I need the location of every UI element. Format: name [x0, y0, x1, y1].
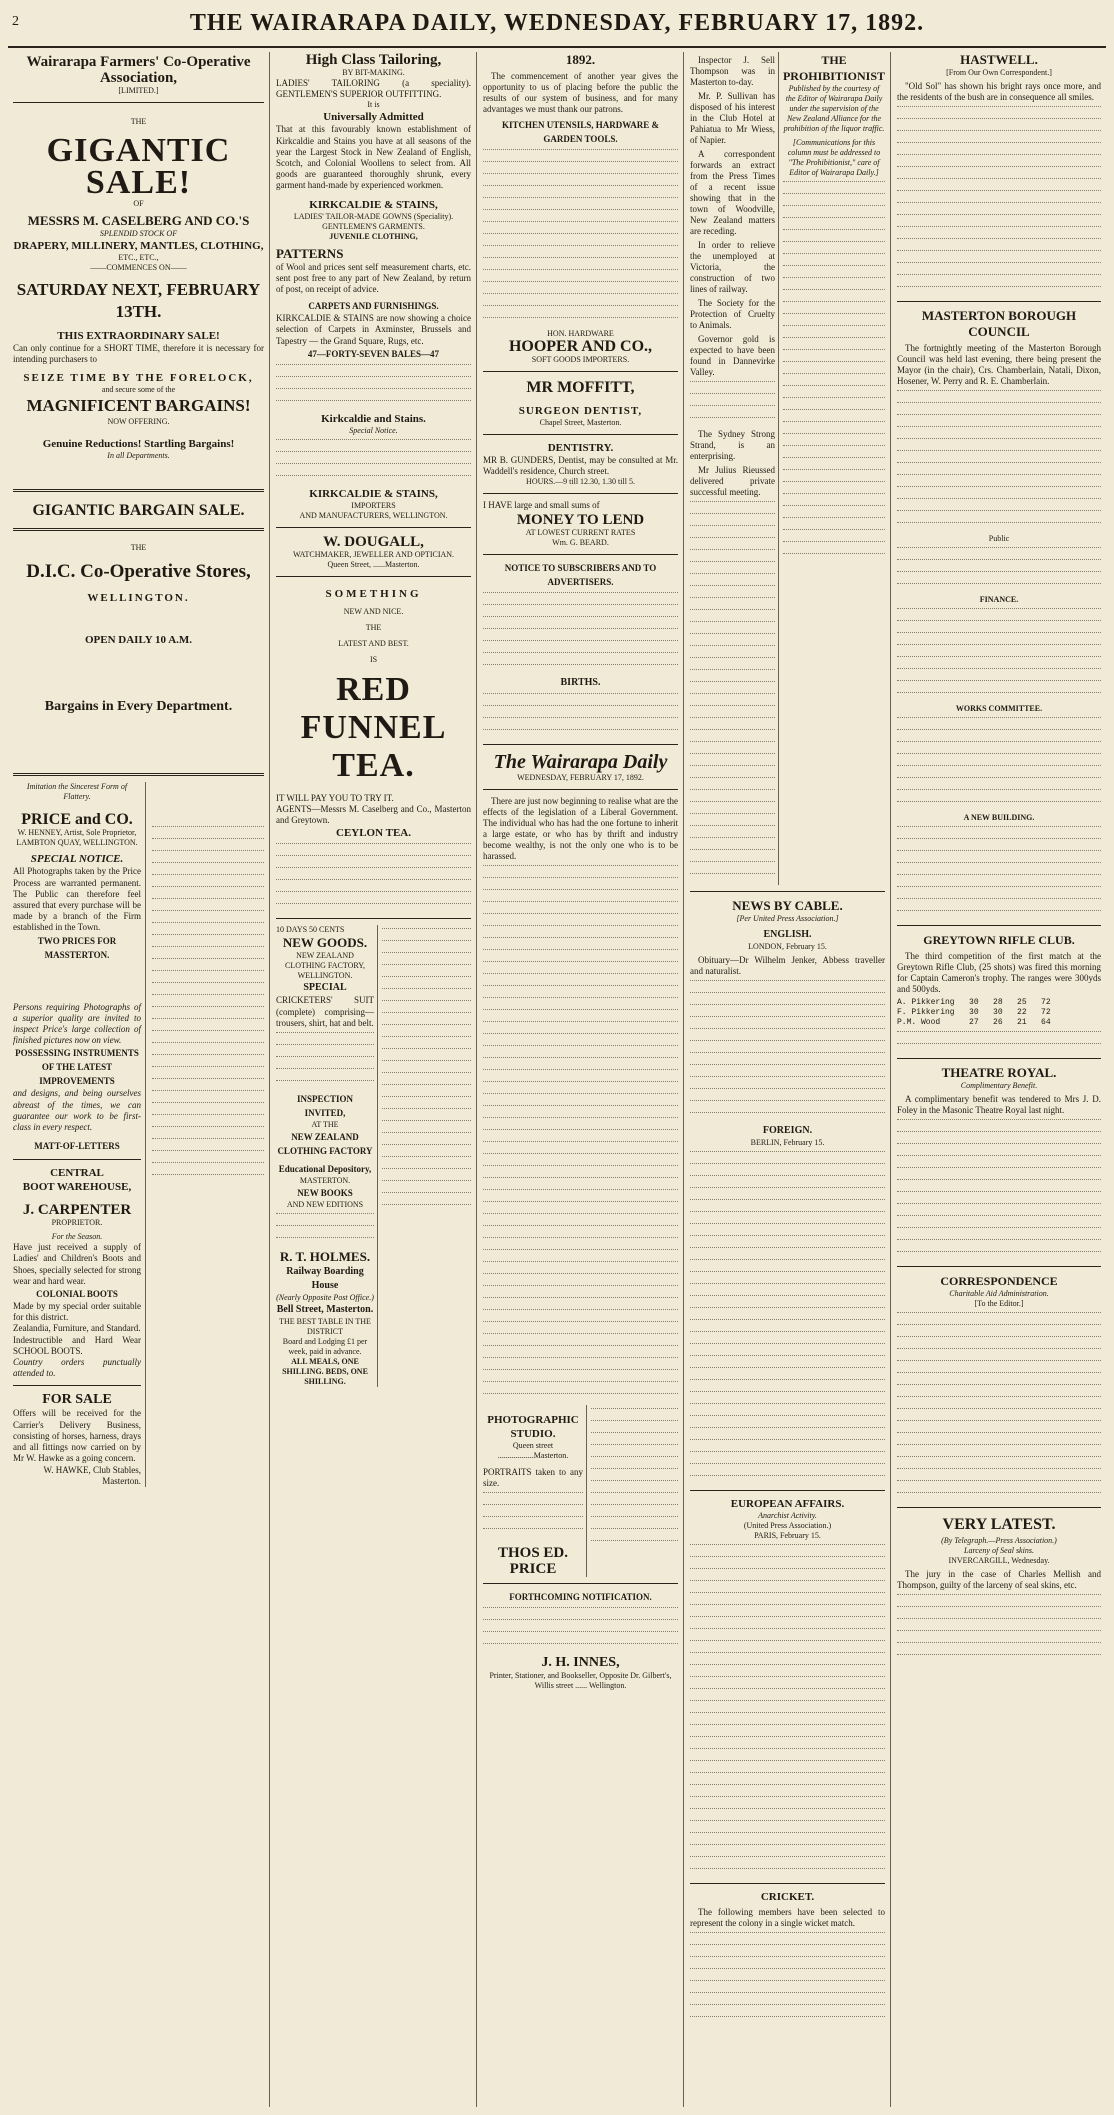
own-correspondent: [From Our Own Correspondent.] [946, 68, 1052, 77]
very-latest: VERY LATEST. [942, 1516, 1056, 1533]
anarchist-activity: Anarchist Activity. [758, 1511, 817, 1520]
news-by-cable: NEWS BY CABLE. [732, 898, 843, 913]
commences-line: ——COMMENCES ON—— [90, 263, 187, 272]
inspection-invited: INSPECTION INVITED, [296, 1094, 353, 1119]
english-heading: ENGLISH. [763, 929, 812, 940]
dic-wellington: WELLINGTON. [87, 592, 190, 605]
is-word: IS [369, 654, 378, 664]
gigantic-the: THE [130, 117, 147, 126]
importers: IMPORTERS [351, 500, 396, 510]
holmes-name: R. T. HOLMES. [279, 1249, 371, 1265]
correspondent-para: A correspondent forwards an extract from the Press Times of a recent issue showing that in the town of Woodville, New Zealand matters are receding. [690, 149, 775, 236]
photographic-heading: PHOTOGRAPHIC [487, 1413, 579, 1426]
caselberg-name: MESSRS M. CASELBERG AND CO.'S [27, 213, 250, 228]
for-sale-text: Offers will be received for the Carrier's Delivery Business, consisting of horses, harness, drays and all fittings now carried on by Mr W. Hawke as a going concern. [13, 1408, 141, 1464]
commencement-text: The commencement of another year gives the opportunity to us of placing before the public the results of our system of business, and for many advantages we must thank our patrons. [483, 71, 678, 114]
greytown-rifle-club: GREYTOWN RIFLE CLUB. [923, 933, 1075, 947]
forty-seven-bales: 47—FORTY-SEVEN BALES—47 [307, 348, 440, 359]
cricketers-text: CRICKETERS' SUIT (complete) comprising—trousers, shirt, hat and belt. [276, 995, 374, 1028]
special-heading: SPECIAL [303, 982, 347, 994]
surgeon-dentist: SURGEON DENTIST, [518, 405, 643, 417]
by-telegraph: (By Telegraph.—Press Association.) [941, 1536, 1057, 1545]
inspector-para: Inspector J. Sell Thompson was in Masterton to-day. [690, 55, 775, 87]
red-funnel-agents: AGENTS—Messrs M. Caselberg and Co., Masterton and Greytown. [276, 804, 471, 826]
best-table: THE BEST TABLE IN THE DISTRICT [279, 1317, 371, 1337]
price-co-sub: W. HENNEY, Artist, Sole Proprietor, LAMBTON QUAY, WELLINGTON. [16, 828, 138, 848]
the-word: THE [365, 622, 382, 632]
railway-boarding: Railway Boarding House [286, 1266, 364, 1292]
larceny-heading: Larceny of Seal skins. [964, 1546, 1034, 1555]
possessing-text: and designs, and being ourselves abreast of the times, we can guarantee our work to be first-class in every respect. [13, 1088, 141, 1133]
lowest-rates: AT LOWEST CURRENT RATES [525, 527, 636, 537]
money-intro: I HAVE large and small sums of [483, 500, 600, 511]
new-editions: AND NEW EDITIONS [286, 1200, 364, 1210]
queen-masterton: Queen street ..................Masterton. [497, 1440, 569, 1460]
public-heading: Public [988, 534, 1010, 543]
boot-warehouse: BOOT WAREHOUSE, [22, 1181, 132, 1194]
gold-para: Governor gold is expected to have been found in Dannevirke Valley. [690, 334, 775, 377]
council-text: The fortnightly meeting of the Masterton Borough Council was held last evening, there being present the Mayor (in the chair), Crs. Chamberlain, Natali, Dixon, Hosener, W. Perry and R. E. Chamberlain. [897, 343, 1101, 386]
indestructible-text: Indestructible and Hard Wear SCHOOL BOOTS. [13, 1334, 141, 1356]
now-offering: NOW OFFERING. [107, 417, 170, 427]
european-affairs: EUROPEAN AFFAIRS. [730, 1498, 845, 1510]
studio-heading: STUDIO. [510, 1427, 556, 1440]
gentlemens-garments: GENTLEMEN'S GARMENTS. [322, 221, 425, 231]
complimentary-text: A complimentary benefit was tendered to Mrs J. D. Foley in the Masonic Theatre Royal last night. [897, 1094, 1101, 1115]
open-daily: OPEN DAILY 10 A.M. [84, 634, 193, 647]
universally-admitted: Universally Admitted [323, 111, 424, 124]
colonial-heading: COLONIAL BOOTS [36, 1289, 118, 1300]
extraordinary-sale: THIS EXTRAORDINARY SALE! [57, 330, 220, 342]
magnificent-bargains: MAGNIFICENT BARGAINS! [26, 396, 251, 416]
central-heading: CENTRAL [50, 1167, 104, 1180]
two-prices-heading: TWO PRICES FOR MASSTERTON. [37, 935, 117, 960]
score-b: F. Pikkering 30 30 22 72 [897, 1008, 1051, 1017]
invercargill-text: The jury in the case of Charles Mellish and Thompson, guilty of the larceny of seal skins, etc. [897, 1569, 1101, 1590]
thos-price: THOS ED. PRICE [497, 1545, 569, 1578]
colonial-text: Made by my special order suitable for this district. [13, 1301, 141, 1323]
invercargill-dateline: INVERCARGILL, Wednesday. [948, 1556, 1050, 1565]
gigantic-bargain-sale: GIGANTIC BARGAIN SALE. [32, 502, 245, 520]
united-press: (United Press Association.) [743, 1521, 832, 1530]
notice-subscribers: NOTICE TO SUBSCRIBERS AND TO ADVERTISERS. [504, 562, 657, 587]
masthead [8, 6, 1106, 48]
orchards-para: Mr Julius Rieussed delivered private successful meeting. [690, 465, 775, 497]
bargains-every-dept: Bargains in Every Department. [44, 699, 233, 715]
beard-name: Wm. G. BEARD. [552, 537, 609, 547]
newspaper-title: THE WAIRARAPA DAILY, WEDNESDAY, FEBRUARY 17, 1892. [189, 10, 925, 36]
educational-depository: Educational Depository, [278, 1164, 372, 1175]
daily-title: The Wairarapa Daily [493, 750, 668, 773]
carpenter-name: J. CARPENTER [22, 1202, 132, 1219]
births-heading: BIRTHS. [560, 676, 601, 688]
etc-line: ETC., ETC., [118, 253, 159, 262]
possessing-heading: POSSESSING INSTRUMENTS OF THE LATEST IMPROVEMENTS [15, 1048, 139, 1087]
imitation-heading: Imitation the Sincerest Form of Flattery. [26, 782, 128, 802]
seize-time: SEIZE TIME BY THE FORELOCK, [23, 372, 254, 385]
tailoring-text: LADIES' TAILORING (a speciality). GENTLEMEN'S SUPERIOR OUTFITTING. [276, 78, 471, 100]
sydney-para: The Sydney Strong Strand, is an enterprising. [690, 429, 775, 461]
juvenile-clothing: JUVENILE CLOTHING, [329, 231, 418, 241]
kirkcaldie-heading-2: KIRKCALDIE & STAINS, [309, 487, 438, 500]
correspondence-heading: CORRESPONDENCE [940, 1274, 1058, 1288]
works-heading: WORKS COMMITTEE. [955, 704, 1043, 713]
dougall-name: W. DOUGALL, [323, 533, 424, 550]
carpenter-text: Have just received a supply of Ladies' and Children's Boots and Shoes, specially selected for strong wear and hard wear. [13, 1242, 141, 1286]
dic-the: THE [130, 543, 147, 553]
bell-street: Bell Street, Masterton. [276, 1304, 374, 1316]
splendid-stock: SPLENDID STOCK OF [99, 229, 178, 238]
genuine-reductions: Genuine Reductions! Startling Bargains! [42, 438, 235, 451]
dic-stores: D.I.C. Co-Operative Stores, [26, 561, 251, 583]
carpets-text: KIRKCALDIE & STAINS are now showing a choice selection of Carpets in Axminster, Brussels and Tapestry — the Grand Square, Rugs, etc. [276, 313, 471, 346]
cricket-text: The following members have been selected to represent the colony in a single wicket match. [690, 1907, 885, 1928]
for-season: For the Season. [51, 1232, 103, 1242]
dentistry-heading: DENTISTRY. [547, 442, 614, 454]
zealandia-text: Zealandia, Furniture, and Standard. [13, 1323, 141, 1334]
at-the: AT THE [311, 1120, 339, 1130]
column-2 [271, 52, 477, 2107]
theatre-royal: THEATRE ROYAL. [941, 1065, 1057, 1080]
drapery-line: DRAPERY, MILLINERY, MANTLES, CLOTHING, [13, 240, 264, 252]
editorial-date: WEDNESDAY, FEBRUARY 17, 1892. [517, 772, 644, 782]
sale-date: SATURDAY NEXT, FEBRUARY 13TH. [16, 280, 261, 321]
year-heading: 1892. [565, 52, 596, 67]
shipping-para: In order to relieve the unemployed at Victoria, the construction of two lines of railway. [690, 240, 775, 294]
for-sale-heading: FOR SALE [42, 1392, 112, 1408]
all-departments: In all Departments. [107, 451, 170, 461]
carpets-heading: CARPETS AND FURNISHINGS. [308, 301, 439, 312]
prohibitionist-sub: Published by the courtesy of the Editor of Wairarapa Daily under the supervision of the New Zealand Alliance for the prohibition of the liquor traffic. [783, 84, 885, 133]
ladies-tailor: LADIES' TAILOR-MADE GOWNS (Speciality). [293, 211, 454, 221]
carpenter-proprietor: PROPRIETOR. [51, 1218, 103, 1228]
red-funnel-heading: RED FUNNEL [300, 670, 447, 746]
gigantic-of: OF [133, 199, 144, 208]
column-3 [478, 52, 684, 2107]
hooper-intro: HON. HARDWARE [547, 329, 614, 338]
moffitt-name: MR MOFFITT, [526, 379, 635, 396]
complimentary-benefit: Complimentary Benefit. [960, 1081, 1038, 1090]
page-number: 2 [12, 14, 19, 29]
new-building-heading: A NEW BUILDING. [963, 813, 1035, 822]
old-sol-para: "Old Sol" has shown his bright rays once more, and the residents of the bush are in consequence all smiles. [897, 81, 1101, 102]
patterns-heading: PATTERNS [276, 245, 344, 261]
gigantic-sale-heading: GIGANTIC SALE! [46, 132, 231, 201]
kitchen-heading: KITCHEN UTENSILS, HARDWARE & GARDEN TOOLS. [501, 120, 660, 144]
nz-clothing-factory-2: NEW ZEALAND CLOTHING FACTORY [277, 1132, 373, 1157]
manufacturers: AND MANUFACTURERS, WELLINGTON. [299, 510, 448, 520]
hawke-signature: W. HAWKE, Club Stables, Masterton. [43, 1464, 141, 1486]
kirk-stains: Kirkcaldie and Stains. [321, 412, 426, 425]
coop-name: Wairarapa Farmers' Co-Operative Association, [26, 54, 251, 86]
railway-sub: (Nearly Opposite Post Office.) [276, 1293, 374, 1303]
sullivan-para: Mr. P. Sullivan has disposed of his interest in the Club Hotel at Pahiatua to Mr Wiess, of Napier. [690, 91, 775, 145]
money-to-lend: MONEY TO LEND [516, 511, 645, 528]
column-5 [892, 52, 1106, 2107]
nz-clothing-factory: NEW ZEALAND CLOTHING FACTORY, WELLINGTON. [284, 951, 365, 981]
charitable-aid: Charitable Aid Administration. [949, 1289, 1049, 1298]
new-goods-heading: NEW GOODS. [282, 935, 368, 951]
tailoring-heading: High Class Tailoring, [305, 52, 442, 68]
tailoring-bespoke: BY BIT-MAKING. [342, 68, 405, 77]
column-1 [8, 52, 270, 2107]
dentistry-text: MR B. GUNDERS, Dentist, may be consulted at Mr. Waddell's residence, Church street. [483, 455, 678, 477]
edu-masterton: MASTERTON. [299, 1176, 351, 1186]
innes-sub: Printer, Stationer, and Bookseller, Opposite Dr. Gilbert's, Willis street ...... Wellington. [489, 1671, 672, 1691]
ten-days-line: 10 DAYS 50 CENTS [276, 925, 345, 935]
portraits-text: PORTRAITS taken to any size. [483, 1466, 583, 1488]
greytown-text: The third competition of the first match at the Greytown Rifle Club, (25 shots) was fired this morning for Captain Cameron's trophy. The ranges were 300yds and 500yds. [897, 951, 1101, 994]
kirkcaldie-heading-1: KIRKCALDIE & STAINS, [309, 198, 438, 211]
new-and-nice: NEW AND NICE. [343, 606, 404, 616]
press-association: [Per United Press Association.] [736, 914, 839, 923]
it-will-pay: IT WILL PAY YOU TO TRY IT. [276, 792, 394, 803]
obituary-para: Obituary—Dr Wilhelm Jenker, Abbess traveller and naturalist. [690, 955, 885, 976]
hooper-name: HOOPER AND CO., [508, 338, 653, 355]
persons-text: Persons requiring Photographs of a superior quality are invited to inspect Price's large collection of finished pictures now on view. [13, 1001, 141, 1046]
dougall-address: Queen Street, ......Masterton. [327, 559, 420, 569]
masterton-borough-council: MASTERTON BOROUGH COUNCIL [921, 308, 1077, 339]
it-is: It is [367, 100, 380, 110]
finance-heading: FINANCE. [979, 595, 1019, 604]
something-heading: SOMETHING [325, 587, 422, 600]
to-editor: [To the Editor.] [974, 1299, 1024, 1308]
special-notice-heading: SPECIAL NOTICE. [30, 853, 124, 866]
editorial-text: There are just now beginning to realise what are the effects of the legislation of a Liberal Government. The individual who has had the one fortune to inherit a large estate, or who has by thrift and industry become wealthy, is not the only one who is to be harassed. [483, 795, 678, 861]
dougall-sub: WATCHMAKER, JEWELLER AND OPTICIAN. [292, 549, 455, 559]
ceylon-tea: CEYLON TEA. [336, 827, 411, 840]
paris-dateline: PARIS, February 15. [754, 1531, 821, 1540]
innes-name: J. H. INNES, [541, 1655, 620, 1671]
dentist-hours: HOURS.—9 till 12.30, 1.30 till 5. [526, 477, 635, 487]
society-para: The Society for the Protection of Cruelty to Animals. [690, 298, 775, 330]
tea-heading: TEA. [332, 746, 415, 784]
forthcoming-heading: FORTHCOMING NOTIFICATION. [509, 1592, 652, 1603]
score-a: A. Pikkering 30 28 25 72 [897, 998, 1051, 1007]
matt-heading: MATT-OF-LETTERS [34, 1141, 120, 1152]
all-meals: ALL MEALS, ONE SHILLING. BEDS, ONE SHILLING. [282, 1357, 368, 1387]
board-lodging: Board and Lodging £1 per week, paid in advance. [282, 1337, 368, 1357]
foreign-heading: FOREIGN. [762, 1125, 813, 1136]
london-dateline: LONDON, February 15. [748, 942, 827, 951]
latest-best: LATEST AND BEST. [338, 638, 409, 648]
price-co-name: PRICE and CO. [21, 811, 133, 829]
special-note: Special Notice. [349, 425, 398, 435]
country-orders: Country orders punctually attended to. [13, 1357, 141, 1379]
hastwell-heading: HASTWELL. [960, 52, 1038, 67]
score-c: P.M. Wood 27 26 21 64 [897, 1018, 1051, 1027]
cricket-heading: CRICKET. [760, 1891, 815, 1903]
secure-some: and secure some of the [101, 385, 176, 395]
berlin-dateline: BERLIN, February 15. [750, 1138, 825, 1147]
chapel-street: Chapel Street, Masterton. [539, 418, 622, 427]
prohibitionist-comms: [Communications for this column must be addressed to "The Prohibitionist," care of Editor of Wairarapa Daily.] [787, 138, 881, 177]
coop-limited: [LIMITED.] [118, 86, 159, 95]
new-books: NEW BOOKS [297, 1188, 353, 1199]
admitted-text: That at this favourably known establishment of Kirkcaldie and Stains you have at all seasons of the year the Largest Stock in New Zealand of English, Scotch, and Colonial Woollens to select from. All goods are guaranteed thoroughly shrunk, every garment hand-made by experienced workmen. [276, 124, 471, 191]
column-4 [685, 52, 891, 2107]
special-notice-text: All Photographs taken by the Price Process are warranted permanent. The Public can therefore feel assured that every purchase will be made by a branch of the Firm established in the Town. [13, 866, 141, 933]
prohibitionist-heading: THE PROHIBITIONIST [782, 53, 885, 83]
short-time-text: Can only continue for a SHORT TIME, therefore it is necessary for intending purchasers to [13, 343, 264, 365]
hooper-sub: SOFT GOODS IMPORTERS. [531, 355, 630, 364]
patterns-text: of Wool and prices sent self measurement charts, etc. sent post free to any part of New Zealand, by return of post, on receipt of advice. [276, 261, 471, 295]
